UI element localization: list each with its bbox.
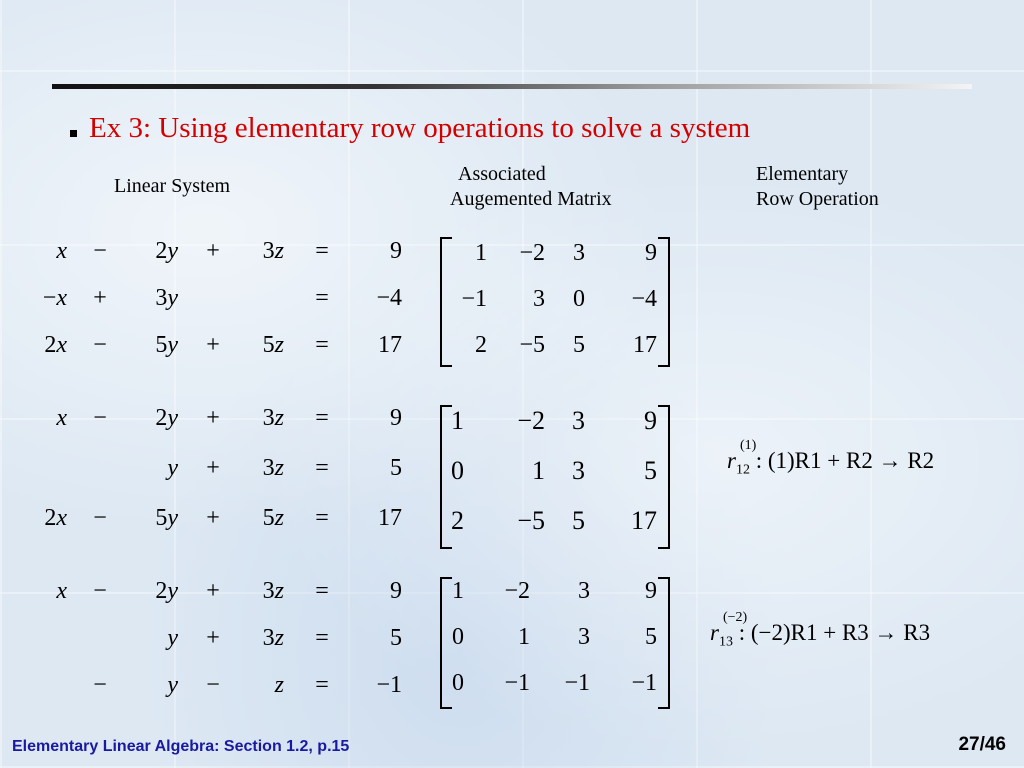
op-text: : (1)R1 + R2 → R2: [755, 448, 935, 473]
equation-term: −: [93, 405, 107, 431]
matrix-cell: 3: [573, 240, 585, 266]
equation-term: +: [206, 578, 220, 604]
equation-term: +: [206, 405, 220, 431]
matrix-cell: −1: [504, 670, 530, 696]
equation-term: 3z: [262, 625, 284, 651]
equation-term: +: [206, 625, 220, 651]
op-subscript: 12: [735, 462, 750, 478]
equation-term: +: [206, 238, 220, 264]
equation-term: +: [93, 285, 107, 311]
matrix-cell: 5: [645, 624, 657, 650]
matrix-cell: 1: [451, 406, 464, 435]
equation-term: +: [206, 332, 220, 358]
equation-term: =: [315, 672, 329, 698]
matrix-cell: 1: [452, 578, 464, 604]
equation-term: =: [315, 455, 329, 481]
equation-term: 2y: [155, 238, 178, 264]
equation-term: 17: [378, 505, 402, 531]
matrix-cell: −2: [519, 240, 545, 266]
matrix-cell: −2: [504, 578, 530, 604]
op-superscript: (1): [740, 438, 757, 453]
equation-term: −: [93, 672, 107, 698]
equation-term: x: [56, 405, 67, 431]
equation-term: 2y: [155, 578, 178, 604]
matrix-cell: −1: [631, 670, 657, 696]
op-subscript: 13: [718, 634, 733, 650]
matrix-cell: 5: [572, 506, 585, 535]
matrix-cell: −1: [564, 670, 590, 696]
equation-term: 3z: [262, 578, 284, 604]
matrix-cell: 9: [644, 406, 657, 435]
equation-term: 3z: [262, 238, 284, 264]
op-text: : (−2)R1 + R3 → R3: [738, 620, 931, 645]
bullet-icon: [70, 130, 77, 137]
matrix-cell: 0: [573, 286, 585, 312]
slide-title: Ex 3: Using elementary row operations to solve a system: [89, 112, 751, 144]
equation-term: −: [93, 578, 107, 604]
equation-term: −: [93, 332, 107, 358]
matrix-cell: 2: [451, 506, 464, 535]
matrix-cell: 9: [645, 240, 657, 266]
matrix-cell: 3: [578, 624, 590, 650]
equation-term: z: [274, 672, 284, 698]
equation-term: 5y: [155, 332, 178, 358]
equation-term: =: [315, 505, 329, 531]
equation-term: x: [56, 578, 67, 604]
equation-term: 3z: [262, 405, 284, 431]
header-matrix-line1: Associated: [458, 163, 546, 185]
equation-term: =: [315, 405, 329, 431]
matrix-cell: 17: [633, 332, 657, 358]
equation-term: +: [206, 505, 220, 531]
equation-term: x: [56, 238, 67, 264]
equation-term: 9: [390, 405, 402, 431]
equation-term: −1: [376, 672, 402, 698]
equation-term: =: [315, 332, 329, 358]
equation-term: +: [206, 455, 220, 481]
matrix-right-bracket: [658, 577, 670, 709]
title-rule: [52, 84, 972, 89]
matrix-cell: 3: [572, 456, 585, 485]
equation-term: y: [167, 455, 178, 481]
matrix-cell: 3: [533, 286, 545, 312]
equation-term: 2x: [44, 332, 67, 358]
equation-term: 9: [390, 578, 402, 604]
header-matrix-line2: Augemented Matrix: [450, 188, 612, 210]
equation-term: −x: [42, 285, 67, 311]
matrix-cell: −5: [519, 332, 545, 358]
footer-source: Elementary Linear Algebra: Section 1.2, p.15: [12, 738, 350, 755]
equation-term: 3y: [155, 285, 178, 311]
matrix-right-bracket: [658, 237, 670, 367]
matrix-cell: 5: [573, 332, 585, 358]
equation-term: −4: [376, 285, 402, 311]
equation-term: 2x: [44, 505, 67, 531]
r-symbol: r: [727, 448, 736, 473]
matrix-cell: 17: [631, 506, 657, 535]
matrix-cell: 3: [572, 406, 585, 435]
r-symbol: r: [710, 620, 719, 645]
equation-term: 17: [378, 332, 402, 358]
header-operation-line1: Elementary: [756, 163, 849, 185]
matrix-cell: −2: [517, 406, 545, 435]
header-operation-line2: Row Operation: [756, 188, 879, 210]
matrix-cell: 1: [475, 240, 487, 266]
equation-term: 5y: [155, 505, 178, 531]
equation-term: −: [206, 672, 220, 698]
equation-term: 5: [390, 625, 402, 651]
matrix-cell: 5: [644, 456, 657, 485]
equation-term: 5z: [262, 332, 284, 358]
row-operation-2: [710, 610, 931, 651]
matrix-cell: −4: [631, 286, 657, 312]
matrix-cell: 1: [532, 456, 545, 485]
equation-term: =: [315, 285, 329, 311]
matrix-cell: 2: [475, 332, 487, 358]
equation-term: 5: [390, 455, 402, 481]
equation-term: y: [167, 672, 178, 698]
matrix-cell: 3: [578, 578, 590, 604]
matrix-right-bracket: [658, 405, 670, 549]
header-linear-system: Linear System: [114, 175, 231, 197]
equation-term: 3z: [262, 455, 284, 481]
row-operation-1: [727, 438, 935, 479]
matrix-cell: 0: [452, 624, 464, 650]
op-superscript: (−2): [723, 610, 748, 625]
matrix-cell: 0: [451, 456, 464, 485]
matrix-cell: 1: [518, 624, 530, 650]
page-number: 27/46: [958, 734, 1006, 755]
equation-term: =: [315, 625, 329, 651]
equation-term: 5z: [262, 505, 284, 531]
equation-term: =: [315, 238, 329, 264]
equation-term: 2y: [155, 405, 178, 431]
equation-term: 9: [390, 238, 402, 264]
equation-term: =: [315, 578, 329, 604]
matrix-cell: 0: [452, 670, 464, 696]
matrix-cell: −1: [461, 286, 487, 312]
equation-term: −: [93, 238, 107, 264]
title-row: [70, 112, 750, 145]
equation-term: −: [93, 505, 107, 531]
matrix-cell: 9: [645, 578, 657, 604]
equation-term: y: [167, 625, 178, 651]
matrix-cell: −5: [517, 506, 545, 535]
